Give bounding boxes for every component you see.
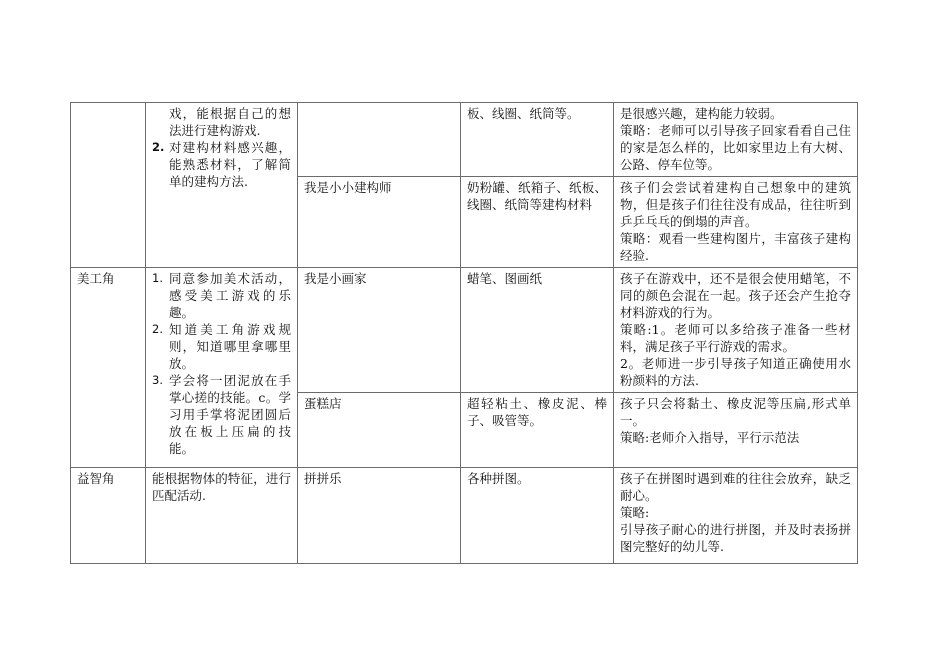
strategy-cell [614, 393, 858, 468]
strategy-line: 孩子在游戏中，还不是很会使用蜡笔，不同的颜色会混在一起。孩子还会产生抢夺材料游戏的行为。 [620, 271, 851, 320]
strategy-line: 孩子只会将黏土、橡皮泥等压扁,形式单一。 [620, 396, 851, 428]
goal-text: 对建构材料感兴趣，能熟悉材料，了解简单的建构方法. [169, 140, 291, 189]
materials-cell: 各种拼图。 [461, 468, 614, 564]
strategy-line: 策略: [620, 505, 650, 520]
goal-text: 知道美工角游戏规则，知道哪里拿哪里放。 [169, 322, 291, 371]
strategy-line: 策略：老师可以引导孩子回家看看自己住的家是怎么样的，比如家里边上有大树、公路、停车位等。 [620, 123, 851, 172]
goal-text: 同意参加美术活动，感受美工游戏的乐趣。 [169, 271, 291, 320]
goal-number: 2. [152, 322, 163, 336]
area-cell [71, 103, 146, 268]
activity-name-cell: 拼拼乐 [298, 468, 461, 564]
strategy-line: 引导孩子耐心的进行拼图，并及时表扬拼图完整好的幼儿等. [620, 522, 851, 554]
materials-cell: 蜡笔、图画纸 [461, 268, 614, 393]
goal-text: 学会将一团泥放在手掌心搓的技能。c。学习用手掌将泥团圆后放在板上压扁的技能。 [169, 373, 291, 456]
materials-cell: 奶粉罐、纸箱子、纸板、线圈、纸筒等建构材料 [461, 177, 614, 268]
strategy-line: 策略:老师介入指导，平行示范法 [620, 430, 800, 445]
strategy-line: 孩子在拼图时遇到难的往往会放弃，缺乏耐心。 [620, 471, 851, 503]
area-cell: 益智角 [71, 468, 146, 564]
activity-name-cell: 我是小小建构师 [298, 177, 461, 268]
goal-text: 戏，能根据自己的想法进行建构游戏. [169, 106, 291, 138]
strategy-line: 策略:1。老师可以多给孩子准备一些材料，满足孩子平行游戏的需求。 [620, 322, 851, 354]
goal-number: 1. [152, 271, 163, 285]
table-row [71, 468, 858, 564]
table-row [71, 268, 858, 393]
goal-number: 3. [152, 373, 163, 387]
goal-item [152, 270, 291, 321]
area-cell: 美工角 [71, 268, 146, 468]
materials-cell: 板、线圈、纸筒等。 [461, 103, 614, 177]
activity-name-cell: 蛋糕店 [298, 393, 461, 468]
goals-cell [146, 268, 298, 468]
activity-plan-table [70, 102, 858, 564]
strategy-cell [614, 468, 858, 564]
goal-item [152, 139, 291, 190]
strategy-cell [614, 177, 858, 268]
strategy-cell [614, 268, 858, 393]
strategy-line: 是很感兴趣，建构能力较弱。 [620, 106, 783, 121]
goal-item [152, 321, 291, 372]
strategy-line: 2。老师进一步引导孩子知道正确使用水粉颜料的方法. [620, 356, 851, 388]
strategy-line: 孩子们会尝试着建构自己想象中的建筑物，但是孩子们往往没有成品，往往听到乒乒乓乓的倒塌的声音。 [620, 180, 851, 229]
strategy-line: 策略：观看一些建构图片，丰富孩子建构经验. [620, 231, 851, 263]
activity-name-cell: 我是小画家 [298, 268, 461, 393]
goals-cell [146, 103, 298, 268]
strategy-cell [614, 103, 858, 177]
activity-name-cell [298, 103, 461, 177]
goal-number: 2. [152, 140, 165, 154]
goal-item [152, 372, 291, 457]
table-row [71, 103, 858, 177]
goals-cell: 能根据物体的特征，进行匹配活动. [146, 468, 298, 564]
materials-cell: 超轻粘土、橡皮泥、棒子、吸管等。 [461, 393, 614, 468]
